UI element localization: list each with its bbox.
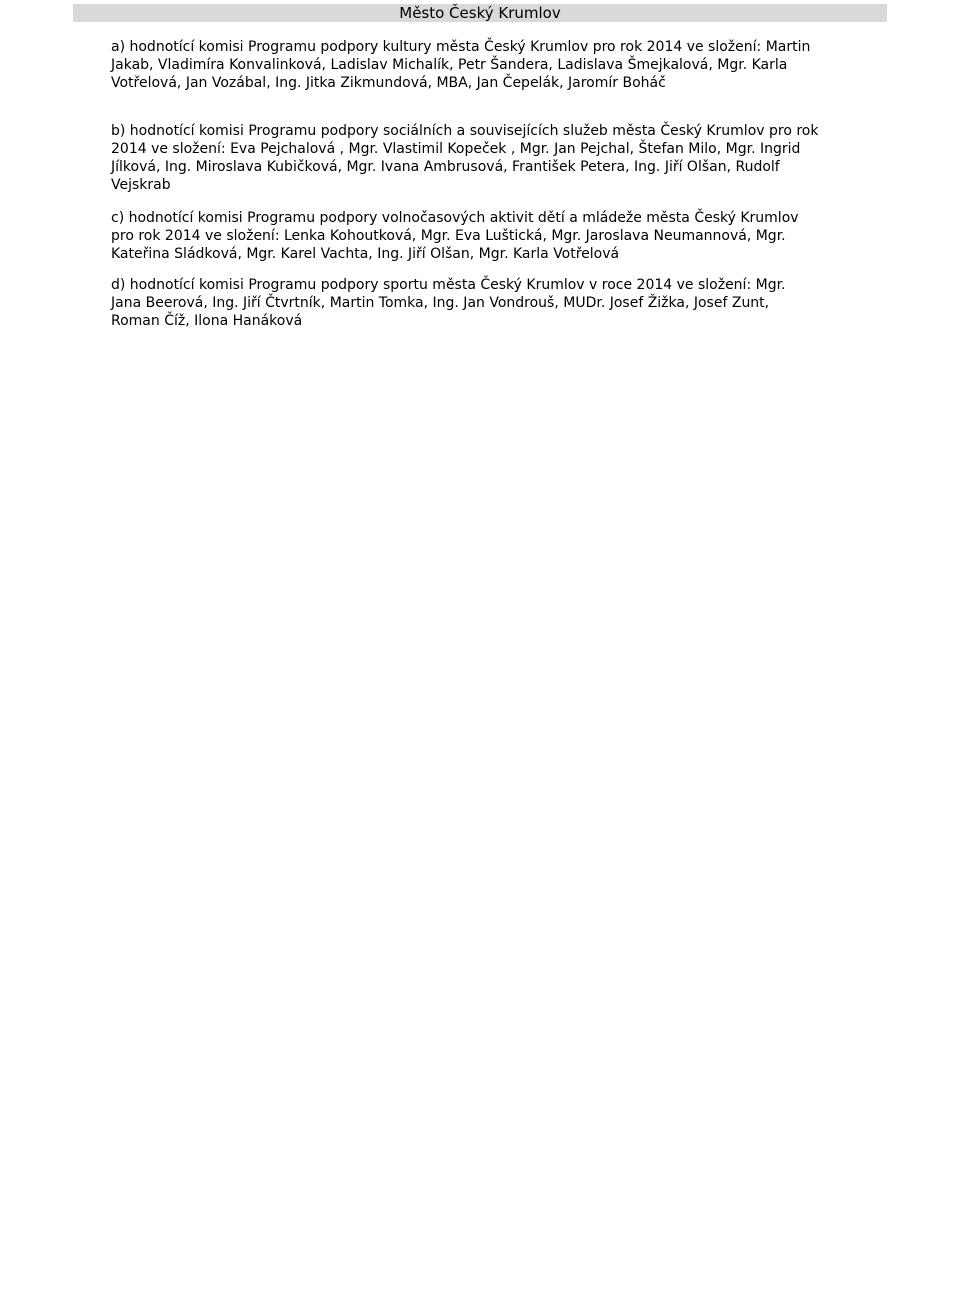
committee-b	[111, 122, 891, 194]
header-title: Město Český Krumlov	[399, 4, 561, 22]
committee-a	[111, 38, 891, 92]
document-header	[73, 4, 887, 22]
text-line: Votřelová, Jan Vozábal, Ing. Jitka Zikmundová, MBA, Jan Čepelák, Jaromír Boháč	[111, 75, 666, 91]
text-line: Jílková, Ing. Miroslava Kubičková, Mgr. Ivana Ambrusová, František Petera, Ing. Jiří Olšan, Rudolf	[111, 159, 780, 175]
text-line: pro rok 2014 ve složení: Lenka Kohoutková, Mgr. Eva Luštická, Mgr. Jaroslava Neumannová, Mgr.	[111, 228, 786, 244]
text-line: d) hodnotící komisi Programu podpory sportu města Český Krumlov v roce 2014 ve složení: Mgr.	[111, 277, 786, 293]
text-line: Jakab, Vladimíra Konvalinková, Ladislav Michalík, Petr Šandera, Ladislava Šmejkalová, Mgr. Karla	[111, 57, 788, 73]
text-line: c) hodnotící komisi Programu podpory volnočasových aktivit dětí a mládeže města Český Krumlov	[111, 210, 799, 226]
text-line: Roman Číž, Ilona Hanáková	[111, 313, 303, 329]
text-line: Kateřina Sládková, Mgr. Karel Vachta, Ing. Jiří Olšan, Mgr. Karla Votřelová	[111, 246, 620, 262]
committee-d	[111, 276, 891, 330]
text-line: Vejskrab	[111, 177, 171, 193]
text-line: b) hodnotící komisi Programu podpory sociálních a souvisejících služeb města Český Krumlov pro rok	[111, 123, 819, 139]
committee-c	[111, 209, 891, 263]
text-line: a) hodnotící komisi Programu podpory kultury města Český Krumlov pro rok 2014 ve složení: Martin	[111, 39, 811, 55]
text-line: Jana Beerová, Ing. Jiří Čtvrtník, Martin Tomka, Ing. Jan Vondrouš, MUDr. Josef Žižka, Josef Zunt,	[111, 295, 770, 311]
text-line: 2014 ve složení: Eva Pejchalová , Mgr. Vlastimil Kopeček , Mgr. Jan Pejchal, Štefan Milo, Mgr. Ingrid	[111, 141, 801, 157]
